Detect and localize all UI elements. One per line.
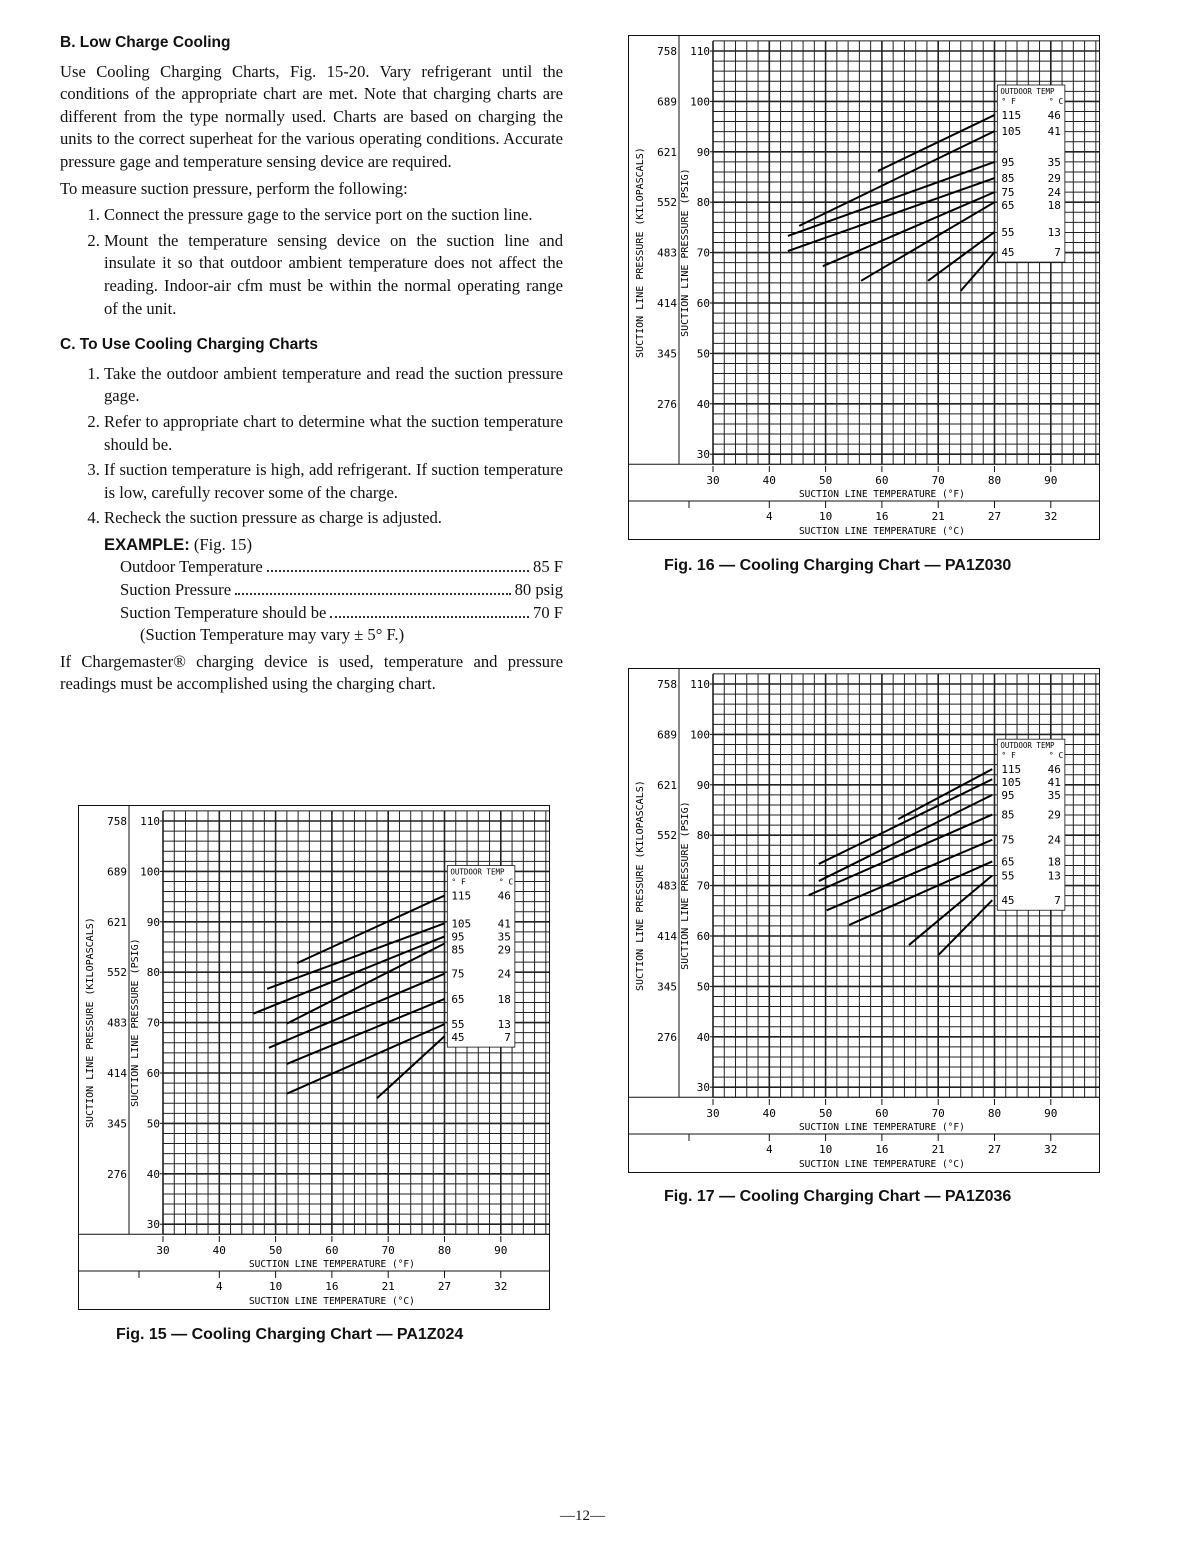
legend-label-c: 35 bbox=[497, 930, 511, 944]
y-tick-label: 50 bbox=[696, 347, 710, 361]
legend-label-f: 115 bbox=[1001, 763, 1022, 777]
chart-svg bbox=[629, 36, 1099, 539]
y-tick-label: 60 bbox=[696, 297, 710, 310]
legend-label-f: 75 bbox=[451, 967, 465, 981]
legend-label-c: 18 bbox=[1047, 855, 1061, 869]
legend-label-f: 75 bbox=[1001, 833, 1015, 847]
legend-label-c: 41 bbox=[1047, 125, 1061, 139]
y-tick-label: 40 bbox=[696, 397, 710, 411]
legend-label-c: 18 bbox=[497, 992, 511, 1006]
y-tick-label-kpa: 621 bbox=[657, 778, 677, 792]
series-line-115 bbox=[898, 769, 992, 819]
legend-label-f: 55 bbox=[1001, 225, 1015, 239]
y-tick-label-kpa: 483 bbox=[657, 246, 677, 260]
legend-title: OUTDOOR TEMP bbox=[1000, 87, 1055, 97]
x-axis-title-c: SUCTION LINE TEMPERATURE (°C) bbox=[798, 526, 965, 537]
example-row-label: Suction Temperature should be bbox=[120, 602, 327, 622]
y-tick-label: 60 bbox=[146, 1067, 160, 1080]
y-tick-label-kpa: 689 bbox=[657, 728, 677, 742]
example-row-label: Outdoor Temperature bbox=[120, 557, 263, 577]
y-tick-label: 50 bbox=[696, 980, 710, 994]
x-tick-label: 50 bbox=[818, 1107, 833, 1120]
chart-fig16 bbox=[628, 35, 1100, 540]
series-line-95 bbox=[788, 162, 995, 236]
y-tick-label-kpa: 758 bbox=[657, 678, 677, 691]
legend-unit-f: ° F bbox=[1001, 751, 1016, 761]
y-tick-label-kpa: 345 bbox=[107, 1117, 127, 1131]
y-tick-label: 90 bbox=[146, 915, 160, 929]
x-tick-label-c: 32 bbox=[1044, 510, 1058, 523]
x-tick-label: 60 bbox=[325, 1244, 339, 1257]
y-tick-label-kpa: 621 bbox=[107, 915, 127, 929]
x-tick-label: 70 bbox=[381, 1244, 395, 1257]
legend-label-f: 65 bbox=[1001, 855, 1015, 869]
legend-label-c: 46 bbox=[497, 889, 511, 903]
y-tick-label: 80 bbox=[696, 196, 710, 210]
legend-label-f: 55 bbox=[1001, 869, 1015, 883]
y-tick-label: 30 bbox=[146, 1218, 160, 1232]
x-tick-label: 40 bbox=[762, 474, 776, 487]
x-tick-label-c: 21 bbox=[931, 1143, 945, 1156]
example-row bbox=[120, 556, 563, 579]
x-tick-label: 80 bbox=[437, 1244, 452, 1257]
y-tick-label: 30 bbox=[696, 448, 710, 462]
y-tick-label-kpa: 414 bbox=[657, 930, 677, 943]
x-tick-label-c: 32 bbox=[1044, 1143, 1058, 1156]
legend-unit-f: ° F bbox=[1001, 97, 1016, 107]
x-tick-label: 60 bbox=[875, 474, 889, 487]
example-row-value: 70 F bbox=[533, 602, 563, 622]
x-axis-title-f: SUCTION LINE TEMPERATURE (°F) bbox=[248, 1259, 415, 1270]
x-tick-label: 70 bbox=[931, 1107, 945, 1120]
x-tick-label-c: 21 bbox=[931, 510, 945, 523]
y-axis-title-psig: SUCTION LINE PRESSURE (PSIG) bbox=[130, 938, 141, 1107]
x-axis-title-f: SUCTION LINE TEMPERATURE (°F) bbox=[798, 1122, 965, 1133]
legend-label-c: 18 bbox=[1047, 199, 1061, 213]
legend-unit-f: ° F bbox=[451, 877, 466, 887]
legend-unit-c: ° C bbox=[498, 877, 514, 887]
legend-label-f: 95 bbox=[1001, 789, 1015, 803]
x-tick-label: 60 bbox=[875, 1107, 889, 1120]
text-column bbox=[60, 32, 563, 700]
y-tick-label-kpa: 758 bbox=[107, 815, 127, 828]
example-block bbox=[104, 534, 563, 647]
legend-label-f: 65 bbox=[451, 992, 465, 1006]
y-tick-label: 80 bbox=[146, 966, 160, 980]
legend-label-f: 45 bbox=[1001, 894, 1015, 908]
step: 3. If suction temperature is high, add refrigerant. If suction temperature is low, carefully recover some of the charge. bbox=[104, 459, 563, 504]
legend-label-c: 7 bbox=[1054, 894, 1061, 908]
legend-label-f: 85 bbox=[451, 943, 465, 957]
y-tick-label-kpa: 276 bbox=[107, 1167, 127, 1181]
example-row-label: Suction Pressure bbox=[120, 580, 232, 600]
y-axis-title-kpa: SUCTION LINE PRESSURE (KILOPASCALS) bbox=[85, 917, 96, 1128]
legend-label-c: 7 bbox=[1054, 246, 1061, 260]
y-tick-label-kpa: 552 bbox=[657, 196, 677, 210]
legend-unit-c: ° C bbox=[1048, 97, 1064, 107]
step: 1. Take the outdoor ambient temperature and read the suction pressure gage. bbox=[104, 363, 563, 408]
y-tick-label: 40 bbox=[146, 1167, 160, 1181]
x-tick-label-c: 4 bbox=[765, 510, 773, 523]
y-tick-label-kpa: 345 bbox=[657, 347, 677, 361]
section-b-paragraph: Use Cooling Charging Charts, Fig. 15-20. Vary refrigerant until the conditions of the appropriate chart are met. Note that charging charts are different from the type normally used. Charts are based on charging the units to the correct superheat for the various operating conditions. Accurate pressure gage and temperature sensing device are required. bbox=[60, 61, 563, 171]
legend-label-c: 46 bbox=[1047, 109, 1061, 123]
example-label: EXAMPLE: bbox=[104, 534, 190, 554]
x-tick-label: 90 bbox=[1044, 474, 1058, 487]
section-c-steps bbox=[60, 363, 563, 530]
y-tick-label: 110 bbox=[140, 815, 160, 828]
legend-label-f: 55 bbox=[451, 1018, 465, 1032]
legend-label-c: 24 bbox=[497, 967, 511, 981]
legend-label-f: 115 bbox=[1001, 109, 1022, 123]
step: 2. Mount the temperature sensing device on the suction line and insulate it so that outdoor ambient temperature does not affect the reading. Indoor-air cfm must be within the normal operating range of the unit. bbox=[104, 230, 563, 320]
x-tick-label-c: 10 bbox=[268, 1280, 283, 1293]
x-tick-label: 40 bbox=[212, 1244, 226, 1257]
y-tick-label-kpa: 552 bbox=[657, 829, 677, 843]
y-tick-label: 40 bbox=[696, 1030, 710, 1044]
chart-svg bbox=[79, 806, 549, 1309]
legend-label-c: 46 bbox=[1047, 763, 1061, 777]
legend-label-f: 75 bbox=[1001, 186, 1015, 200]
series-line-45 bbox=[961, 252, 995, 291]
legend-title: OUTDOOR TEMP bbox=[450, 867, 505, 877]
y-tick-label-kpa: 758 bbox=[657, 45, 677, 58]
example-row-value: 85 F bbox=[533, 557, 563, 577]
legend-label-c: 24 bbox=[1047, 833, 1061, 847]
legend-label-c: 7 bbox=[504, 1031, 511, 1045]
legend-label-c: 24 bbox=[1047, 186, 1061, 200]
example-row bbox=[120, 602, 563, 625]
legend-title: OUTDOOR TEMP bbox=[1000, 741, 1055, 751]
x-tick-label-c: 16 bbox=[875, 510, 889, 523]
legend-label-c: 35 bbox=[1047, 789, 1061, 803]
section-c-heading: C. To Use Cooling Charging Charts bbox=[60, 336, 319, 354]
section-b-heading: B. Low Charge Cooling bbox=[60, 34, 231, 51]
legend-label-f: 95 bbox=[1001, 155, 1015, 169]
legend-label-c: 13 bbox=[497, 1018, 511, 1032]
x-tick-label-c: 4 bbox=[765, 1143, 773, 1156]
x-tick-label: 30 bbox=[706, 474, 720, 487]
series-line-95 bbox=[819, 795, 992, 881]
y-tick-label-kpa: 552 bbox=[107, 966, 127, 980]
legend-label-c: 41 bbox=[497, 917, 511, 931]
example-row bbox=[120, 579, 563, 602]
legend-label-c: 29 bbox=[1047, 808, 1061, 822]
step: 2. Refer to appropriate chart to determine what the suction temperature should be. bbox=[104, 411, 563, 456]
y-tick-label-kpa: 345 bbox=[657, 980, 677, 994]
legend-label-c: 13 bbox=[1047, 869, 1061, 883]
y-axis-title-kpa: SUCTION LINE PRESSURE (KILOPASCALS) bbox=[635, 147, 646, 358]
x-tick-label: 40 bbox=[762, 1107, 776, 1120]
x-tick-label: 90 bbox=[1044, 1107, 1058, 1120]
legend-label-c: 35 bbox=[1047, 155, 1061, 169]
x-tick-label-c: 16 bbox=[325, 1280, 339, 1293]
legend-label-f: 115 bbox=[451, 889, 472, 903]
section-b-steps bbox=[60, 204, 563, 320]
legend-unit-c: ° C bbox=[1048, 751, 1064, 761]
y-tick-label: 100 bbox=[690, 95, 710, 109]
step: 4. Recheck the suction pressure as charge is adjusted. bbox=[104, 507, 563, 530]
legend-label-f: 45 bbox=[1001, 246, 1015, 260]
figure-caption-fig17: Fig. 17 — Cooling Charging Chart — PA1Z036 bbox=[664, 1188, 1012, 1205]
y-tick-label-kpa: 483 bbox=[657, 879, 677, 893]
x-tick-label-c: 21 bbox=[381, 1280, 395, 1293]
y-tick-label: 70 bbox=[146, 1016, 160, 1030]
legend-label-f: 105 bbox=[1001, 776, 1022, 790]
legend-label-f: 45 bbox=[451, 1031, 465, 1045]
y-tick-label-kpa: 276 bbox=[657, 1030, 677, 1044]
y-tick-label: 60 bbox=[696, 930, 710, 943]
x-tick-label: 50 bbox=[818, 474, 833, 487]
step: 1. Connect the pressure gage to the service port on the suction line. bbox=[104, 204, 563, 227]
y-axis-title-psig: SUCTION LINE PRESSURE (PSIG) bbox=[680, 801, 691, 970]
y-tick-label: 110 bbox=[690, 678, 710, 691]
y-tick-label: 30 bbox=[696, 1081, 710, 1095]
legend-label-f: 105 bbox=[1001, 125, 1022, 139]
legend-label-c: 29 bbox=[497, 943, 511, 957]
legend-label-f: 105 bbox=[451, 917, 472, 931]
y-tick-label: 50 bbox=[146, 1117, 160, 1131]
x-tick-label-c: 27 bbox=[987, 510, 1002, 523]
section-b-intro: To measure suction pressure, perform the following: bbox=[60, 178, 408, 198]
x-axis-title-f: SUCTION LINE TEMPERATURE (°F) bbox=[798, 489, 965, 500]
series-line-85 bbox=[788, 178, 995, 251]
x-tick-label-c: 16 bbox=[875, 1143, 889, 1156]
y-tick-label-kpa: 689 bbox=[107, 865, 127, 879]
y-axis-title-psig: SUCTION LINE PRESSURE (PSIG) bbox=[680, 168, 691, 337]
y-tick-label: 100 bbox=[690, 728, 710, 742]
legend-label-f: 85 bbox=[1001, 808, 1015, 822]
y-tick-label-kpa: 689 bbox=[657, 95, 677, 109]
x-tick-label: 90 bbox=[494, 1244, 508, 1257]
x-tick-label: 80 bbox=[987, 1107, 1002, 1120]
y-axis-title-kpa: SUCTION LINE PRESSURE (KILOPASCALS) bbox=[635, 780, 646, 991]
legend-label-c: 29 bbox=[1047, 172, 1061, 186]
x-tick-label-c: 10 bbox=[818, 1143, 833, 1156]
x-tick-label-c: 27 bbox=[437, 1280, 452, 1293]
y-tick-label-kpa: 414 bbox=[657, 297, 677, 310]
figure-caption-fig16: Fig. 16 — Cooling Charging Chart — PA1Z030 bbox=[664, 557, 1012, 574]
y-tick-label-kpa: 621 bbox=[657, 145, 677, 159]
x-tick-label-c: 4 bbox=[215, 1280, 223, 1293]
y-tick-label-kpa: 483 bbox=[107, 1016, 127, 1030]
y-tick-label: 90 bbox=[696, 778, 710, 792]
x-tick-label: 80 bbox=[987, 474, 1002, 487]
y-tick-label: 80 bbox=[696, 829, 710, 843]
x-tick-label: 50 bbox=[268, 1244, 283, 1257]
x-tick-label: 70 bbox=[931, 474, 945, 487]
legend-label-c: 13 bbox=[1047, 225, 1061, 239]
chart-fig17 bbox=[628, 668, 1100, 1173]
y-tick-label-kpa: 276 bbox=[657, 397, 677, 411]
y-tick-label: 70 bbox=[696, 246, 710, 260]
series-line-115 bbox=[878, 115, 995, 171]
example-ref: (Fig. 15) bbox=[193, 534, 252, 554]
figure-caption-fig15: Fig. 15 — Cooling Charging Chart — PA1Z024 bbox=[116, 1326, 464, 1343]
x-tick-label-c: 32 bbox=[494, 1280, 508, 1293]
y-tick-label: 70 bbox=[696, 879, 710, 893]
x-tick-label-c: 27 bbox=[987, 1143, 1002, 1156]
x-tick-label-c: 10 bbox=[818, 510, 833, 523]
x-tick-label: 30 bbox=[156, 1244, 170, 1257]
legend-label-f: 85 bbox=[1001, 172, 1015, 186]
x-axis-title-c: SUCTION LINE TEMPERATURE (°C) bbox=[248, 1296, 415, 1307]
y-tick-label: 100 bbox=[140, 865, 160, 879]
example-note: (Suction Temperature may vary ± 5° F.) bbox=[140, 625, 405, 645]
legend-label-c: 41 bbox=[1047, 776, 1061, 790]
legend-label-f: 65 bbox=[1001, 199, 1015, 213]
example-row-value: 80 psig bbox=[514, 580, 563, 600]
legend-label-f: 95 bbox=[451, 930, 465, 944]
y-tick-label: 90 bbox=[696, 145, 710, 159]
x-tick-label: 30 bbox=[706, 1107, 720, 1120]
page-number: —12— bbox=[560, 1508, 605, 1524]
chart-svg bbox=[629, 669, 1099, 1172]
closing-paragraph: If Chargemaster® charging device is used, temperature and pressure readings must be accomplished using the charging chart. bbox=[60, 651, 563, 694]
y-tick-label-kpa: 414 bbox=[107, 1067, 127, 1080]
x-axis-title-c: SUCTION LINE TEMPERATURE (°C) bbox=[798, 1159, 965, 1170]
y-tick-label: 110 bbox=[690, 45, 710, 58]
chart-fig15 bbox=[78, 805, 550, 1310]
